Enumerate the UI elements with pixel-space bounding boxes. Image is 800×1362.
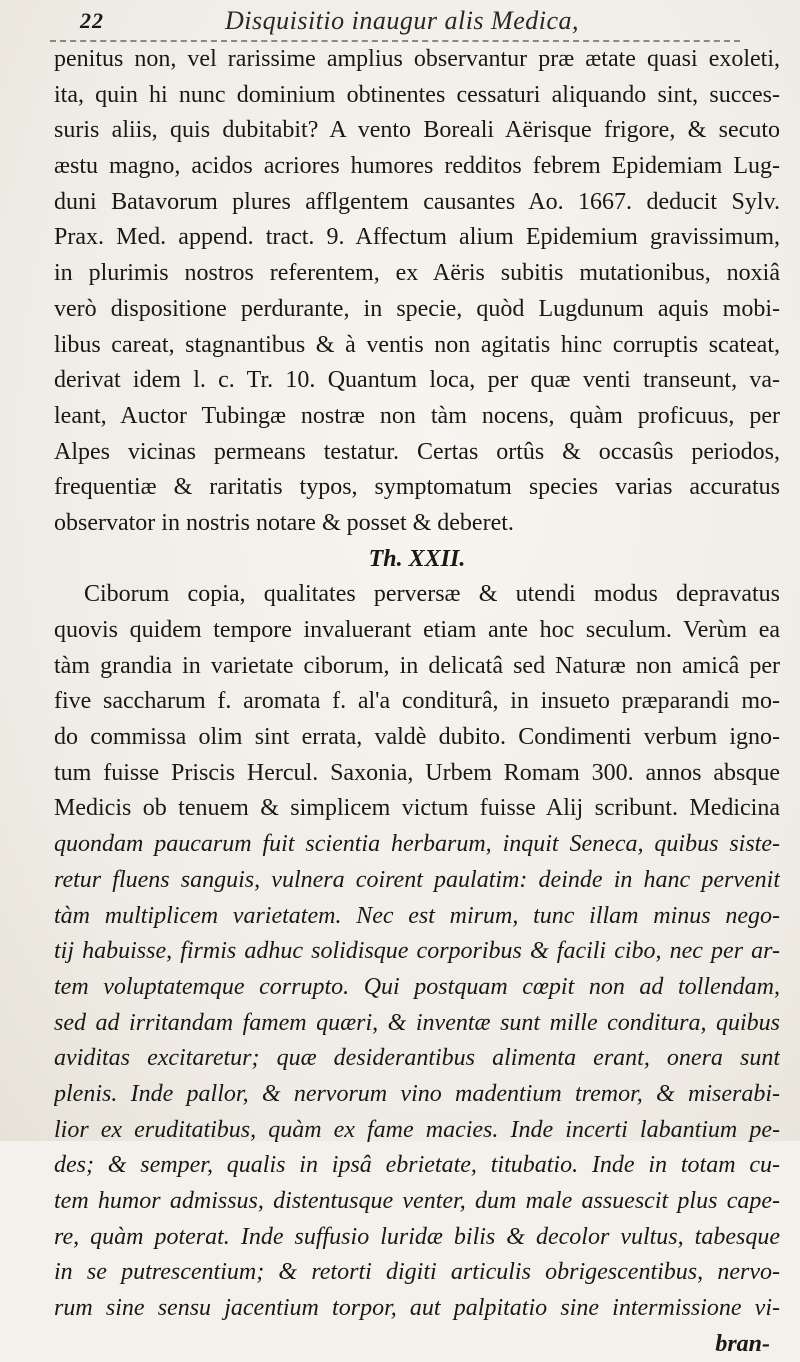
catchword: bran- — [715, 1330, 770, 1357]
text-line: in plurimis nostros referentem, ex Aëris subitis mutationibus, noxiâ — [54, 260, 780, 287]
text-line: Ciborum copia, qualitates perversæ & utendi modus depravatus — [84, 581, 780, 608]
text-line: tàm grandia in varietate ciborum, in delicatâ sed Naturæ non amicâ per — [54, 652, 780, 679]
text-line: re, quàm poterat. Inde suffusio luridæ bilis & decolor vultus, tabesque — [54, 1223, 780, 1250]
text-line: lior ex eruditatibus, quàm ex fame macies. Inde incerti labantium pe- — [54, 1116, 780, 1143]
text-line: Alpes vicinas permeans testatur. Certas ortûs & occasûs periodos, — [54, 438, 780, 465]
text-line: do commissa olim sint errata, valdè dubito. Condimenti verbum igno- — [54, 724, 780, 751]
text-line: sed ad irritandam famem quæri, & inventæ sunt mille conditura, quibus — [54, 1009, 780, 1036]
text-line: ita, quin hi nunc dominium obtinentes cessaturi aliquando sint, succes- — [54, 81, 780, 108]
thesis-heading: Th. XXII. — [368, 545, 466, 572]
text-line: duni Batavorum plures afflgentem causantes Ao. 1667. deducit Sylv. — [54, 188, 780, 215]
text-line: quondam paucarum fuit scientia herbarum, inquit Seneca, quibus siste- — [54, 831, 780, 858]
text-line: Medicis ob tenuem & simplicem victum fuisse Alij scribunt. Medicina — [54, 795, 780, 822]
page-number: 22 — [80, 8, 104, 33]
text-line: in se putrescentium; & retorti digiti articulis obrigescentibus, nervo- — [54, 1259, 780, 1286]
text-line: suris aliis, quis dubitabit? A vento Boreali Aërisque frigore, & secuto — [54, 117, 780, 144]
text-line: tàm multiplicem varietatem. Nec est mirum, tunc illam minus nego- — [54, 902, 780, 929]
text-line: Prax. Med. append. tract. 9. Affectum alium Epidemium gravissimum, — [54, 224, 780, 251]
text-line: derivat idem l. c. Tr. 10. Quantum loca, per quæ venti transeunt, va- — [54, 367, 780, 394]
text-line: observator in nostris notare & posset & deberet. — [54, 509, 514, 536]
text-line: tem voluptatemque corrupto. Qui postquam cœpit non ad tollendam, — [54, 973, 780, 1000]
text-line: des; & semper, qualis in ipsâ ebrietate, titubatio. Inde in totam cu- — [54, 1152, 780, 1179]
text-line: æstu magno, acidos acriores humores redditos febrem Epidemiam Lug- — [54, 153, 780, 180]
body-text — [54, 42, 780, 1362]
text-line: verò dispositione perdurante, in specie, quòd Lugdunum aquis mobi- — [54, 295, 780, 322]
text-line: tem humor admissus, distentusque venter, dum male assuescit plus cape- — [54, 1188, 780, 1214]
text-line: tij habuisse, firmis adhuc solidisque corporibus & facili cibo, nec per ar- — [54, 938, 780, 965]
text-line: penitus non, vel rarissime amplius observantur præ ætate quasi exoleti, — [54, 46, 780, 72]
text-line: rum sine sensu jacentium torpor, aut palpitatio sine intermissione vi- — [54, 1295, 780, 1322]
text-line: libus careat, stagnantibus & à ventis non agitatis hinc corruptis scateat, — [54, 331, 780, 358]
text-line: aviditas excitaretur; quæ desiderantibus alimenta erant, onera sunt — [54, 1045, 780, 1072]
running-head: Disquisitio inaugur alis Medica, — [225, 6, 579, 35]
text-line: quovis quidem tempore invaluerant etiam ante hoc seculum. Verùm ea — [54, 617, 780, 643]
text-line: retur fluens sanguis, vulnera coirent paulatim: deinde in hanc pervenit — [54, 866, 780, 893]
text-line: leant, Auctor Tubingæ nostræ non tàm nocens, quàm proficuus, per — [54, 402, 780, 429]
text-line: frequentiæ & raritatis typos, symptomatum species varias accuratus — [54, 474, 780, 501]
text-line: five saccharum f. aromata f. al'a conditurâ, in insueto præparandi mo- — [54, 688, 780, 715]
text-line: tum fuisse Priscis Hercul. Saxonia, Urbem Romam 300. annos absque — [54, 759, 780, 786]
text-line: plenis. Inde pallor, & nervorum vino madentium tremor, & miserabi- — [54, 1080, 780, 1107]
